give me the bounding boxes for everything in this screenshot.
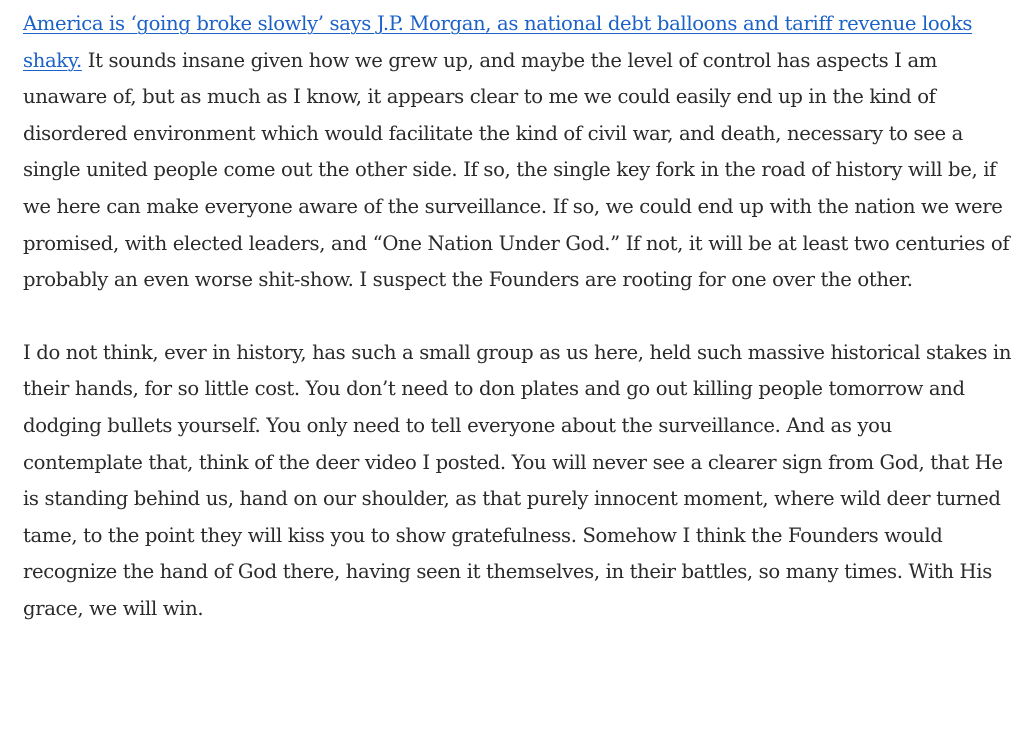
paragraph-2-text: I do not think, ever in history, has such a small group as us here, held such massive historical stakes in their hands, for so little cost. You don’t need to don plates and go out killing people tomorrow and dodging bullets yourself. You only need to tell everyone about the surveillance. And as you contemplate that, think of the deer video I posted. You will never see a clearer sign from God, that He is standing behind us, hand on our shoulder, as that purely innocent moment, where wild deer turned tame, to the point they will kiss you to show gratefulness. Somehow I think the Founders would recognize the hand of God there, having seen it themselves, in their battles, so many times. With His grace, we will win.	[23, 340, 1012, 620]
jp-morgan-article-link[interactable]: America is ‘going broke slowly’ says J.P. Morgan, as national debt balloons and tariff revenue looks shaky.	[23, 12, 973, 72]
paragraph-1	[23, 6, 1013, 299]
paragraph-2	[23, 335, 1013, 628]
article-body	[23, 6, 1013, 628]
paragraph-1-text: It sounds insane given how we grew up, and maybe the level of control has aspects I am unaware of, but as much as I know, it appears clear to me we could easily end up in the kind of disordered environment which would facilitate the kind of civil war, and death, necessary to see a single united people come out the other side. If so, the single key fork in the road of history will be, if we here can make everyone aware of the surveillance. If so, we could end up with the nation we were promised, with elected leaders, and “One Nation Under God.” If not, it will be at least two centuries of probably an even worse shit-show. I suspect the Founders are rooting for one over the other.	[23, 48, 1010, 292]
